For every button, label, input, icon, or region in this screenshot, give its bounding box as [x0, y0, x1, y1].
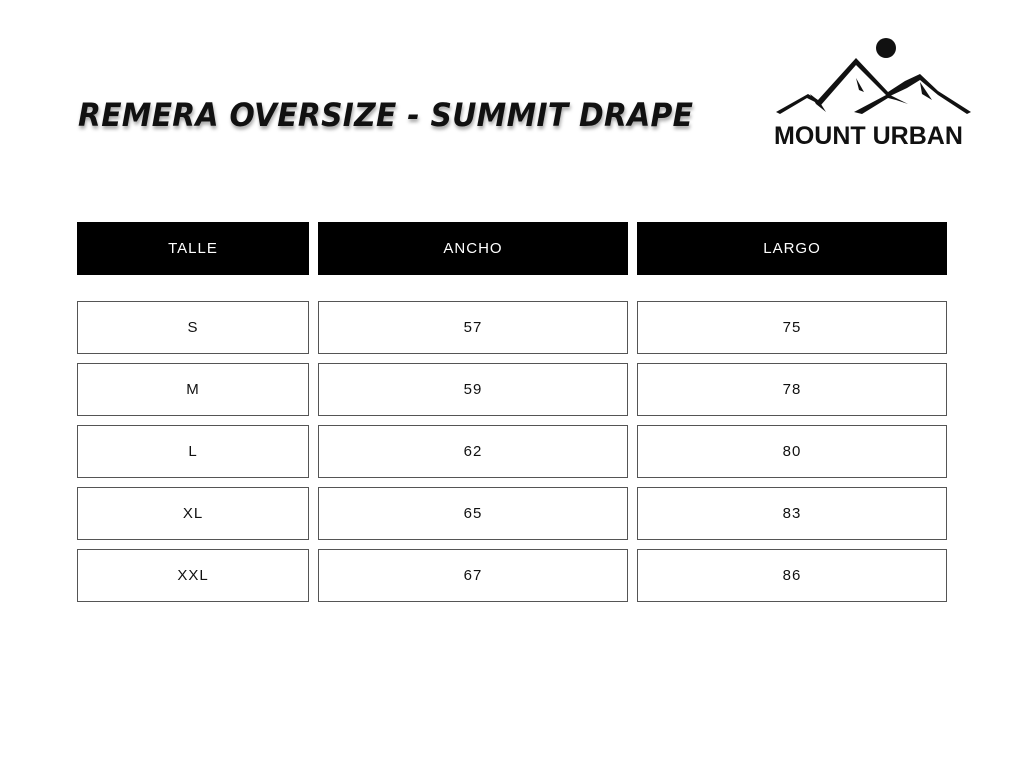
column-header-talle: TALLE [77, 222, 309, 275]
cell-width: 57 [318, 301, 628, 354]
cell-width: 62 [318, 425, 628, 478]
column-header-ancho: ANCHO [318, 222, 628, 275]
cell-width: 67 [318, 549, 628, 602]
cell-size: L [77, 425, 309, 478]
cell-length: 78 [637, 363, 947, 416]
mountain-sun-icon [770, 34, 975, 124]
column-header-largo: LARGO [637, 222, 947, 275]
cell-width: 59 [318, 363, 628, 416]
cell-length: 75 [637, 301, 947, 354]
cell-width: 65 [318, 487, 628, 540]
brand-name: MOUNT URBAN [774, 122, 963, 150]
cell-size: S [77, 301, 309, 354]
cell-size: M [77, 363, 309, 416]
cell-length: 80 [637, 425, 947, 478]
page-title: REMERA OVERSIZE - SUMMIT DRAPE [78, 96, 694, 134]
brand-logo [770, 34, 975, 154]
cell-size: XXL [77, 549, 309, 602]
cell-length: 86 [637, 549, 947, 602]
cell-length: 83 [637, 487, 947, 540]
cell-size: XL [77, 487, 309, 540]
